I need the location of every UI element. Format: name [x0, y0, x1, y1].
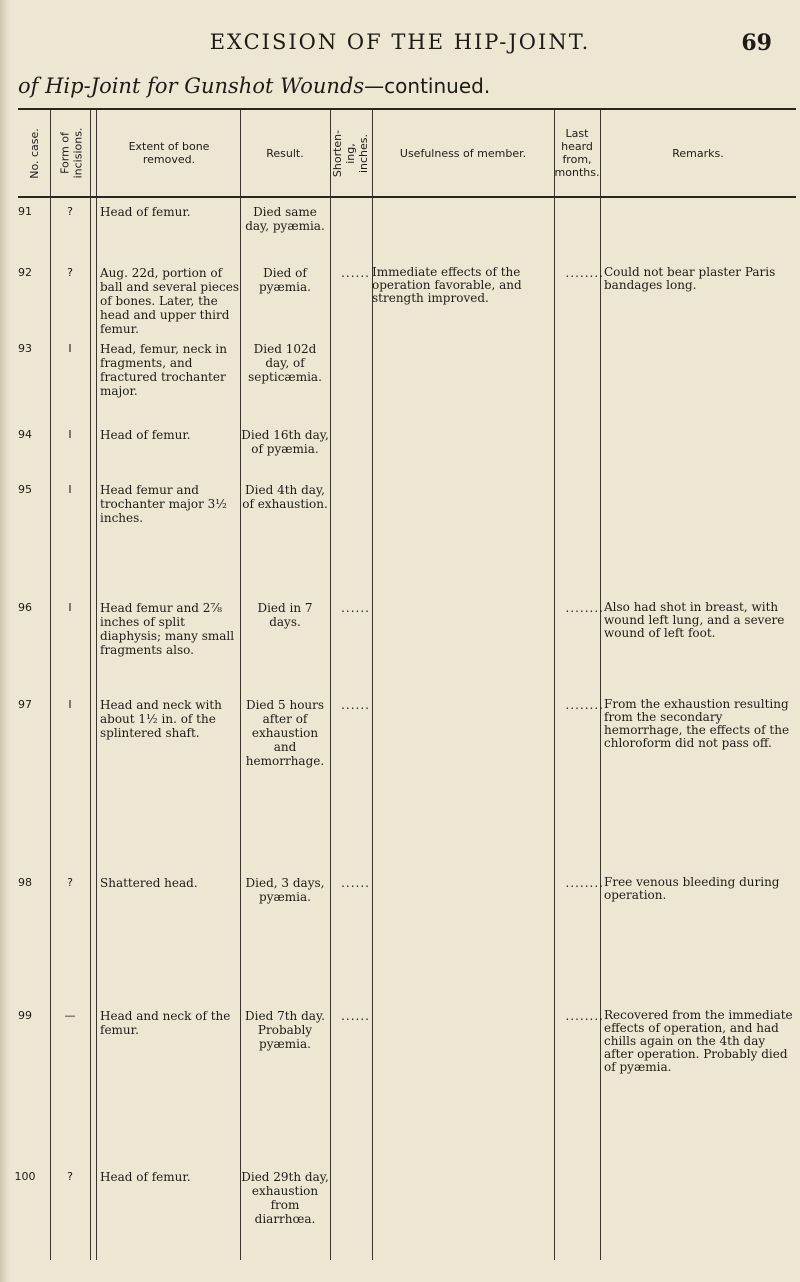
column-rule [554, 110, 555, 1260]
header-no-case: No. case. [27, 127, 41, 179]
case-number: 100 [14, 1170, 36, 1183]
incision-form: ? [67, 205, 73, 218]
header-usefulness: Usefulness of member. [399, 146, 527, 160]
last-heard-value: ........ [565, 1009, 604, 1023]
extent-text: Head of femur. [100, 205, 191, 219]
extent-text: Head and neck with about 1½ in. of the splintered shaft. [100, 698, 222, 740]
usefulness-text: Immediate effects of the operation favorable, and strength improved. [372, 265, 522, 305]
column-rule [330, 110, 331, 1260]
incision-form: I [68, 601, 72, 614]
shortening-value: ...... [341, 1009, 370, 1023]
case-number: 99 [18, 1009, 32, 1022]
shortening-value: ...... [341, 876, 370, 890]
case-number: 92 [18, 266, 32, 279]
remarks-text: Could not bear plaster Paris bandages long. [604, 265, 776, 292]
incision-form: I [68, 483, 72, 496]
result-text: Died, 3 days, pyæmia. [245, 876, 325, 904]
last-heard-value: ........ [565, 601, 604, 615]
extent-text: Head of femur. [100, 428, 191, 442]
case-number: 93 [18, 342, 32, 355]
extent-text: Aug. 22d, portion of ball and several pieces of bones. Later, the head and upper third femur. [100, 266, 239, 336]
incision-form: ? [67, 876, 73, 889]
result-text: Died of pyæmia. [259, 266, 311, 294]
result-text: Died 7th day. Probably pyæmia. [245, 1009, 325, 1051]
incision-form: I [68, 342, 72, 355]
column-rule [90, 110, 91, 1260]
case-number: 91 [18, 205, 32, 218]
header-remarks: Remarks. [672, 146, 724, 160]
last-heard-value: ........ [565, 698, 604, 712]
header-result: Result. [266, 146, 304, 160]
shortening-value: ...... [341, 698, 370, 712]
remarks-text: Free venous bleeding during operation. [604, 875, 780, 902]
extent-text: Head of femur. [100, 1170, 191, 1184]
case-number: 96 [18, 601, 32, 614]
remarks-text: Recovered from the immediate effects of operation, and had chills again on the 4th day after operation. Probably died of pyæmia. [604, 1008, 793, 1074]
case-number: 97 [18, 698, 32, 711]
shortening-value: ...... [341, 266, 370, 280]
column-rule [96, 110, 97, 1260]
extent-text: Head femur and trochanter major 3½ inches. [100, 483, 227, 525]
case-number: 95 [18, 483, 32, 496]
extent-text: Head, femur, neck in fragments, and fractured trochanter major. [100, 342, 227, 398]
table-top-rule [18, 108, 796, 110]
last-heard-value: ........ [565, 876, 604, 890]
remarks-text: Also had shot in breast, with wound left lung, and a severe wound of left foot. [604, 600, 785, 640]
header-extent: Extent of bone removed. [128, 140, 210, 166]
incision-form: — [64, 1009, 76, 1022]
result-text: Died 16th day, of pyæmia. [241, 428, 329, 456]
column-rule [600, 110, 601, 1260]
extent-text: Shattered head. [100, 876, 198, 890]
result-text: Died same day, pyæmia. [245, 205, 325, 233]
result-text: Died 29th day, exhaustion from diarrhœa. [241, 1170, 329, 1226]
incision-form: ? [67, 1170, 73, 1183]
caption-rest: —continued. [364, 74, 491, 98]
shortening-value: ...... [341, 601, 370, 615]
result-text: Died in 7 days. [257, 601, 313, 629]
extent-text: Head and neck of the femur. [100, 1009, 231, 1037]
incision-form: I [68, 698, 72, 711]
header-bottom-rule [18, 196, 796, 198]
incision-form: ? [67, 266, 73, 279]
extent-text: Head femur and 2⅞ inches of split diaphysis; many small fragments also. [100, 601, 235, 657]
last-heard-value: ........ [565, 266, 604, 280]
incision-form: I [68, 428, 72, 441]
caption-italic: of Hip-Joint for Gunshot Wounds [18, 74, 365, 98]
running-title: EXCISION OF THE HIP-JOINT. [209, 30, 591, 54]
result-text: Died 5 hours after of exhaustion and hemorrhage. [245, 698, 325, 768]
case-number: 94 [18, 428, 32, 441]
header-form-incisions: Form of incisions. [58, 127, 84, 179]
remarks-text: From the exhaustion resulting from the secondary hemorrhage, the effects of the chloroform did not pass off. [604, 697, 790, 750]
header-last-heard: Last heard from, months. [554, 127, 600, 179]
column-rule [50, 110, 51, 1260]
case-number: 98 [18, 876, 32, 889]
page-number: 69 [741, 30, 772, 56]
result-text: Died 102d day, of septicæmia. [248, 342, 322, 384]
header-shortening: Shorten-ing, inches. [331, 129, 371, 177]
result-text: Died 4th day, of exhaustion. [242, 483, 328, 511]
